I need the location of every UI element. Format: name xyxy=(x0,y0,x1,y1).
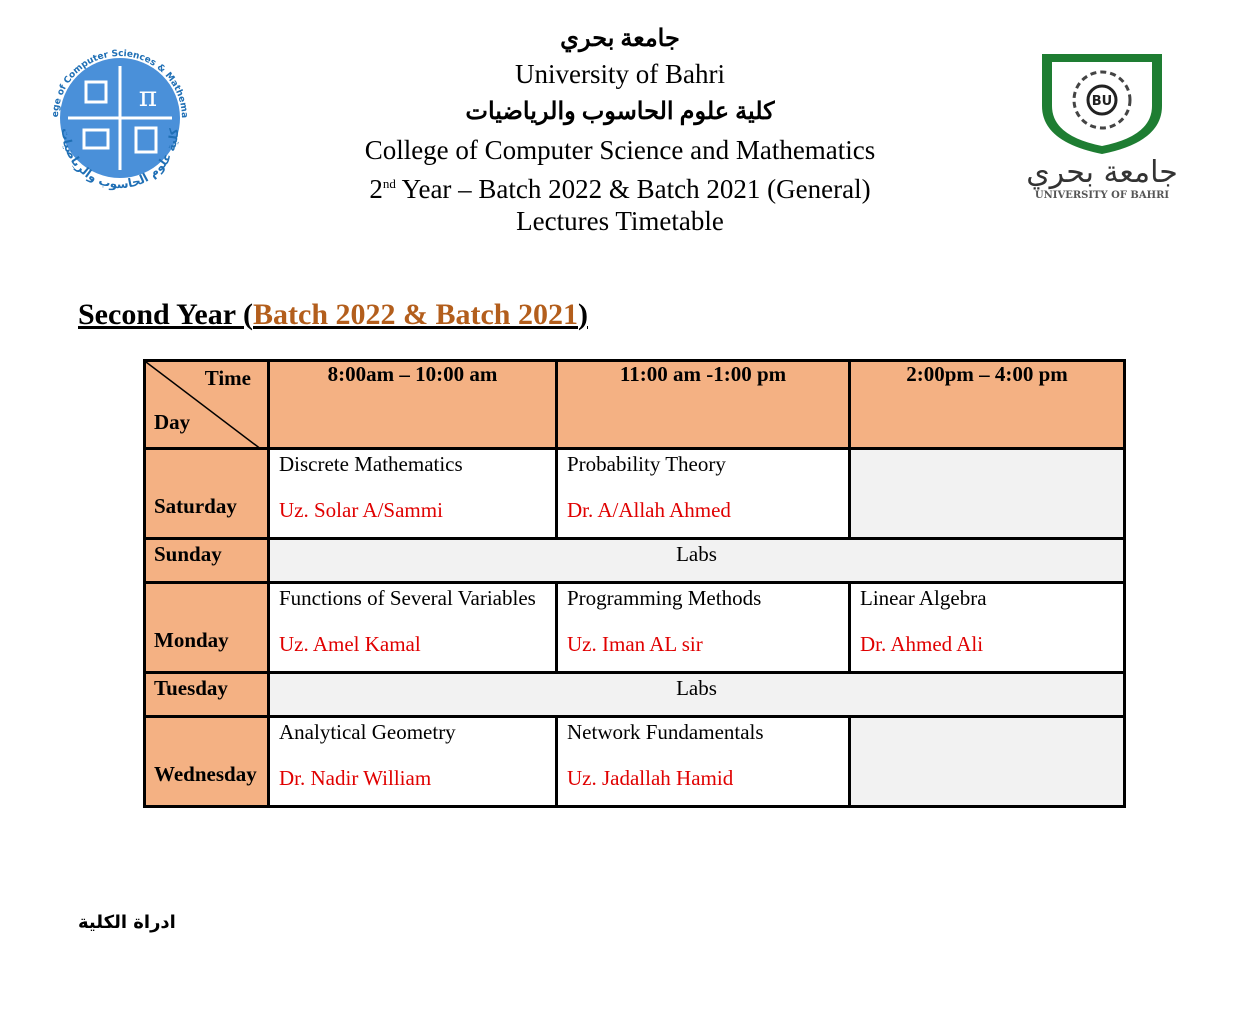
lecturer-name: Dr. Nadir William xyxy=(279,766,432,790)
year-number: 2 xyxy=(369,174,383,204)
year-title xyxy=(300,168,940,205)
course-name: Programming Methods xyxy=(567,586,762,610)
day-cell xyxy=(145,449,269,539)
year-suffix: nd xyxy=(382,176,396,191)
year-rest: Year – Batch 2022 & Batch 2021 (General) xyxy=(395,174,871,204)
left-logo-arabic: كلية علوم الحاسوب والرياضيات xyxy=(58,127,182,192)
lecture-cell xyxy=(557,583,850,673)
table-row-monday xyxy=(145,583,1125,673)
day-label: Monday xyxy=(154,628,229,652)
lecturer-name: Uz. Iman AL sir xyxy=(567,632,703,656)
course-name: Functions of Several Variables xyxy=(279,586,536,610)
day-cell xyxy=(145,539,269,583)
lecturer-name: Uz. Amel Kamal xyxy=(279,632,421,656)
day-label: Sunday xyxy=(154,542,222,566)
lecture-cell xyxy=(557,449,850,539)
labs-cell: Labs xyxy=(269,539,1125,583)
lecture-cell xyxy=(269,717,557,807)
day-label: Tuesday xyxy=(154,676,228,700)
empty-cell xyxy=(850,717,1125,807)
course-name: Network Fundamentals xyxy=(567,720,764,744)
time-slot-header: 11:00 am -1:00 pm xyxy=(557,361,850,449)
section-suffix: ) xyxy=(578,298,588,331)
lecturer-name: Dr. A/Allah Ahmed xyxy=(567,498,731,522)
right-logo-text: UNIVERSITY OF BAHRI xyxy=(1034,190,1170,200)
table-row-sunday xyxy=(145,539,1125,583)
corner-day-label: Day xyxy=(154,410,191,434)
lecturer-name: Dr. Ahmed Ali xyxy=(860,632,984,656)
course-name: Analytical Geometry xyxy=(279,720,456,744)
lecturer-name: Uz. Solar A/Sammi xyxy=(279,498,443,522)
timetable-title: Lectures Timetable xyxy=(516,206,724,236)
course-name: Probability Theory xyxy=(567,452,726,476)
labs-cell: Labs xyxy=(269,673,1125,717)
table-row-saturday xyxy=(145,449,1125,539)
emblem-text: BU xyxy=(1091,94,1113,109)
time-slot-header: 2:00pm – 4:00 pm xyxy=(850,361,1125,449)
college-title: College of Computer Science and Mathematics xyxy=(364,135,876,165)
svg-text:π: π xyxy=(138,80,158,113)
day-cell xyxy=(145,717,269,807)
empty-cell xyxy=(850,449,1125,539)
lecture-cell xyxy=(269,583,557,673)
time-slot-header: 8:00am – 10:00 am xyxy=(269,361,557,449)
section-batch: Batch 2022 & Batch 2021 xyxy=(253,298,578,331)
day-cell xyxy=(145,583,269,673)
footer-signature: ادراة الكلية xyxy=(78,912,176,933)
right-logo-arabic: جامعة بحري xyxy=(1026,155,1178,190)
day-cell xyxy=(145,673,269,717)
day-label: Wednesday xyxy=(154,762,257,786)
corner-cell xyxy=(145,361,269,449)
university-logo xyxy=(1022,50,1182,200)
day-label: Saturday xyxy=(154,494,237,518)
left-logo-text: ege of Computer Sciences & Mathema xyxy=(50,48,190,119)
university-title: University of Bahri xyxy=(515,59,725,89)
section-prefix: Second Year ( xyxy=(78,298,253,331)
lecture-cell xyxy=(557,717,850,807)
corner-time-label: Time xyxy=(204,366,251,390)
lecture-cell xyxy=(850,583,1125,673)
arabic-university-title: جامعة بحري xyxy=(560,26,680,52)
lecture-cell xyxy=(269,449,557,539)
timetable xyxy=(143,359,1126,808)
college-logo xyxy=(40,38,200,198)
table-row-tuesday xyxy=(145,673,1125,717)
arabic-college-title: كلية علوم الحاسوب والرياضيات xyxy=(465,99,775,125)
document-header xyxy=(300,22,940,237)
section-title xyxy=(78,298,588,332)
course-name: Linear Algebra xyxy=(860,586,987,610)
table-row-wednesday xyxy=(145,717,1125,807)
course-name: Discrete Mathematics xyxy=(279,452,463,476)
table-header-row xyxy=(145,361,1125,449)
lecturer-name: Uz. Jadallah Hamid xyxy=(567,766,734,790)
